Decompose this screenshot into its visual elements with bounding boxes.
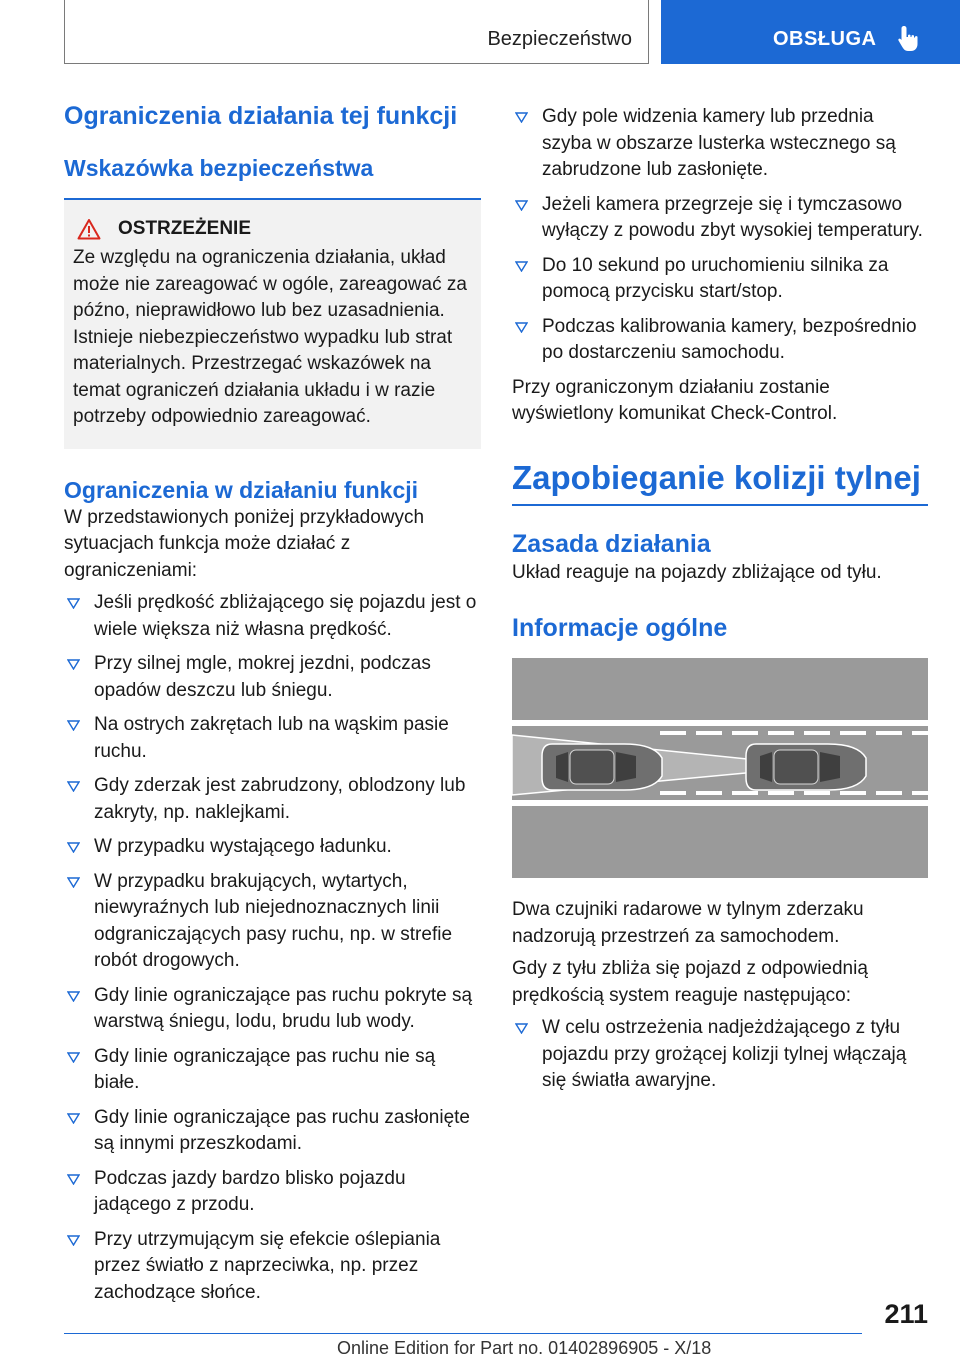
footer-rule (64, 1333, 862, 1334)
list-item: Jeśli prędkość zbliżającego się pojazdu jest o wiele większa niż własna prędkość. (64, 590, 481, 643)
bullet-triangle-icon (67, 1113, 80, 1124)
bullet-triangle-icon (67, 991, 80, 1002)
warning-text: Ze względu na ograniczenia działania, układ może nie zareagować w ogóle, zareagować za późno, nieprawidłowo lub bez uzasadnienia. Istnieje niebezpieczeństwo wypadku lub strat materialnych. Przestrzegać wskazówek na temat ograniczeń działania układu i w razie potrzeby odpowiednio zareagować. (73, 247, 467, 427)
bullet-triangle-icon (67, 1052, 80, 1063)
section-heading: Ograniczenia działania tej funkcji (64, 102, 458, 130)
bullet-triangle-icon (67, 1174, 80, 1185)
list-item: Gdy linie ograniczające pas ruchu zasłonięte są innymi przeszkodami. (64, 1105, 481, 1158)
general-list (512, 1015, 928, 1095)
blue-rule (512, 504, 928, 506)
major-heading: Zapobieganie kolizji tylnej (512, 458, 921, 496)
header-tab-label: OBSŁUGA (773, 28, 877, 50)
bullet-triangle-icon (67, 659, 80, 670)
list-item: Przy silnej mgle, mokrej jezdni, podczas opadów deszczu lub śniegu. (64, 651, 481, 704)
limits-intro: W przedstawionych poniżej przykładowych sytuacjach funkcja może działać z ograniczeniami: (64, 506, 425, 581)
list-item: W przypadku brakujących, wytartych, niewyraźnych lub niejednoznacznych linii odgraniczających pasy ruchu, np. w strefie robót drogowych. (64, 869, 481, 975)
list-item: Do 10 sekund po uruchomieniu silnika za pomocą przycisku start/stop. (512, 253, 928, 306)
right-column (512, 100, 928, 1103)
bullet-triangle-icon (67, 720, 80, 731)
continued-list (512, 104, 928, 367)
warning-title-row (73, 218, 472, 240)
bullet-triangle-icon (515, 1023, 528, 1034)
list-item: Gdy linie ograniczające pas ruchu pokryte są warstwą śniegu, lodu, brudu lub wody. (64, 983, 481, 1036)
footer-edition: Online Edition for Part no. 01402896905 - X/18 (337, 1338, 712, 1358)
principle-text: Układ reaguje na pojazdy zbliżające od tyłu. (512, 561, 882, 583)
bullet-triangle-icon (515, 261, 528, 272)
two-cars-radar-illustration (512, 658, 928, 878)
bullet-triangle-icon (67, 1235, 80, 1246)
list-item: Podczas jazdy bardzo blisko pojazdu jadącego z przodu. (64, 1166, 481, 1219)
bullet-triangle-icon (67, 781, 80, 792)
bullet-triangle-icon (515, 112, 528, 123)
bullet-triangle-icon (515, 200, 528, 211)
list-item: W przypadku wystającego ładunku. (64, 834, 481, 861)
list-item: W celu ostrzeżenia nadjeżdżającego z tyłu pojazdu przy grożącej kolizji tylnej włączają się światła awaryjne. (512, 1015, 928, 1095)
pointing-hand-icon (897, 24, 923, 52)
header-box (64, 0, 649, 64)
warning-title: OSTRZEŻENIE (118, 218, 252, 239)
list-item: Podczas kalibrowania kamery, bezpośrednio po dostarczeniu samochodu. (512, 314, 928, 367)
bullet-triangle-icon (67, 877, 80, 888)
list-item: Gdy pole widzenia kamery lub przednia szyba w obszarze lusterka wstecznego są zabrudzone lub zasłonięte. (512, 104, 928, 184)
list-item: Jeżeli kamera przegrzeje się i tymczasowo wyłączy z powodu zbyt wysokiej temperatury. (512, 192, 928, 245)
warning-triangle-icon (77, 218, 101, 240)
general-text-1: Dwa czujniki radarowe w tylnym zderzaku nadzorują przestrzeń za samochodem. (512, 899, 864, 947)
bullet-triangle-icon (67, 842, 80, 853)
principle-heading: Zasada działania (512, 529, 711, 558)
list-item: Na ostrych zakrętach lub na wąskim pasie ruchu. (64, 712, 481, 765)
safety-subheading: Wskazówka bezpieczeństwa (64, 155, 374, 181)
limits-heading: Ograniczenia w działaniu funkcji (64, 476, 419, 503)
limits-list (64, 590, 481, 1306)
general-heading: Informacje ogólne (512, 614, 728, 642)
page-number: 211 (884, 1299, 928, 1329)
bullet-triangle-icon (515, 322, 528, 333)
list-item: Przy utrzymującym się efekcie oślepiania przez światło z naprzeciwka, np. przez zachodzące słońce. (64, 1227, 481, 1307)
bullet-triangle-icon (67, 598, 80, 609)
list-item: Gdy zderzak jest zabrudzony, oblodzony lub zakryty, np. naklejkami. (64, 773, 481, 826)
warning-box (64, 200, 481, 449)
header-tab-obsluga[interactable] (661, 0, 960, 64)
list-item: Gdy linie ograniczające pas ruchu nie są białe. (64, 1044, 481, 1097)
check-control-note: Przy ograniczonym działaniu zostanie wyświetlony komunikat Check-Control. (512, 376, 838, 424)
general-text-2: Gdy z tyłu zbliża się pojazd z odpowiednią prędkością system reaguje następująco: (512, 958, 868, 1006)
left-column (64, 100, 481, 1314)
header-section-title: Bezpieczeństwo (487, 28, 632, 50)
